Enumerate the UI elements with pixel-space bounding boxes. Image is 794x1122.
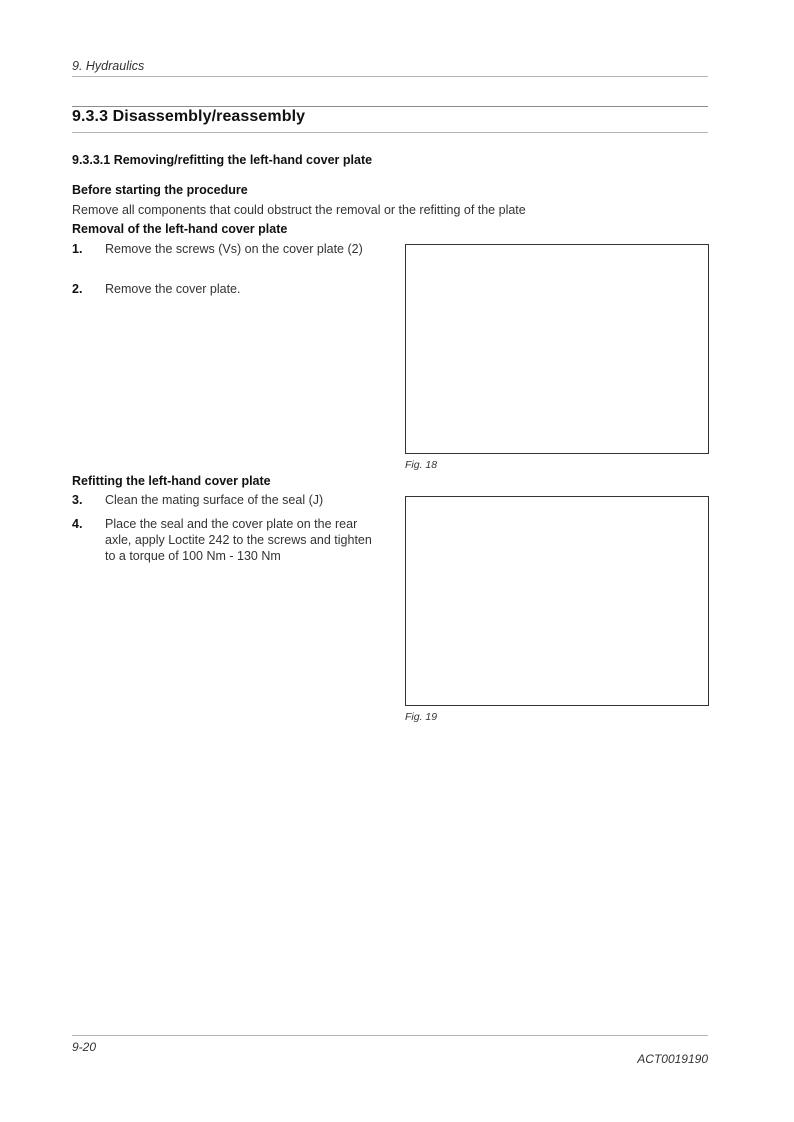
step-text: Place the seal and the cover plate on the rear axle, apply Loctite 242 to the screws and tighten to a torque of 100 Nm - 130 Nm <box>105 517 372 563</box>
figure-19-caption: Fig. 19 <box>405 711 438 723</box>
step-number: 3. <box>72 493 83 507</box>
before-heading: Before starting the procedure <box>72 183 248 197</box>
figure-19-image <box>405 496 709 706</box>
header-divider <box>72 76 708 77</box>
step-text: Remove the screws (Vs) on the cover plate (2) <box>105 242 363 256</box>
page-number: 9-20 <box>72 1040 97 1054</box>
removal-step-1 <box>72 241 382 257</box>
step-number: 4. <box>72 517 83 531</box>
refitting-step-3 <box>72 492 382 508</box>
figure-18-caption: Fig. 18 <box>405 459 438 471</box>
step-text: Remove the cover plate. <box>105 282 241 296</box>
removal-step-2 <box>72 281 382 297</box>
step-text: Clean the mating surface of the seal (J) <box>105 493 324 507</box>
running-header-title: 9. Hydraulics <box>72 59 145 73</box>
subsection-title: 9.3.3.1 Removing/refitting the left-hand cover plate <box>72 153 373 167</box>
section-title: 9.3.3 Disassembly/reassembly <box>72 108 306 125</box>
document-code: ACT0019190 <box>637 1052 708 1066</box>
footer-divider <box>72 1035 708 1036</box>
step-number: 1. <box>72 242 83 256</box>
before-text: Remove all components that could obstruct the removal or the refitting of the plate <box>72 203 526 217</box>
refitting-heading: Refitting the left-hand cover plate <box>72 474 271 488</box>
refitting-step-4 <box>72 516 382 564</box>
removal-heading: Removal of the left-hand cover plate <box>72 222 288 236</box>
step-number: 2. <box>72 282 83 296</box>
section-title-top-rule <box>72 106 708 107</box>
figure-18-image <box>405 244 709 454</box>
section-title-bottom-rule <box>72 132 708 133</box>
